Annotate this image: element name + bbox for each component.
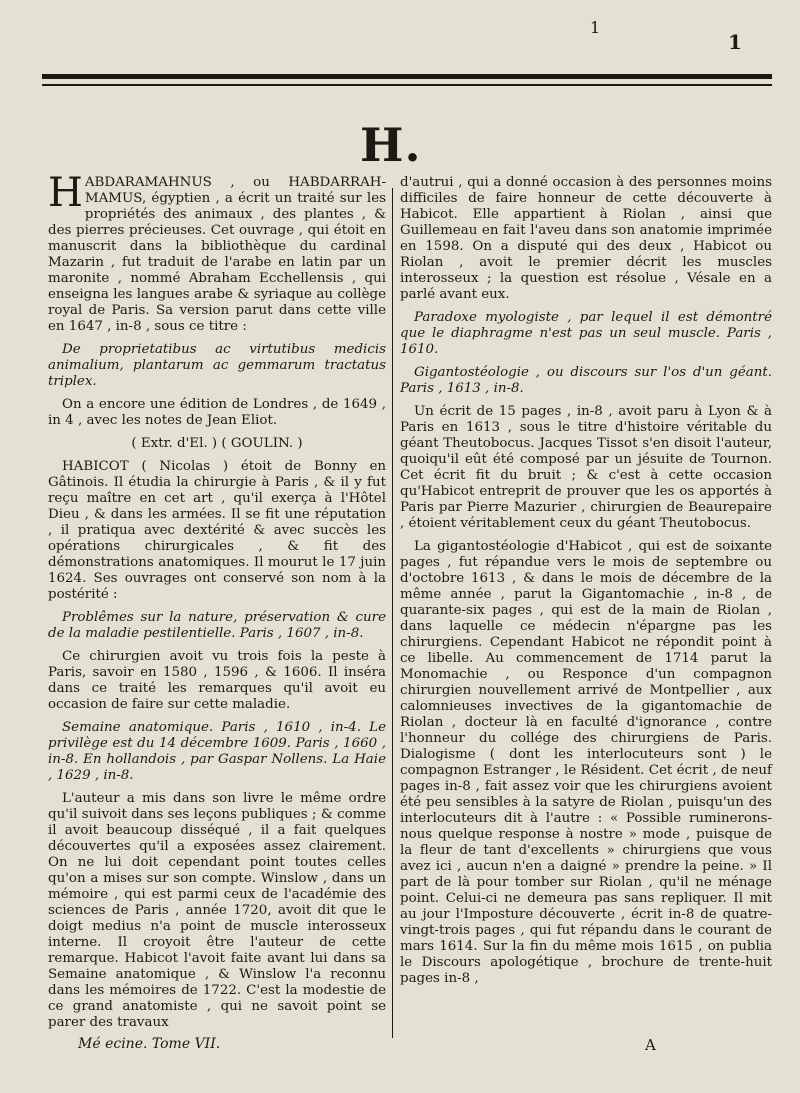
entry-text: Un écrit de 15 pages , in-8 , avoit paru à Lyon & à Paris en 1613 , sous le titre d'histoire véritable du géant Theutobocus. Jacques Tissot s'en disoit l'auteur, quoiqu'il eût été composé par un jésuite de Tournon. Cet écrit fit du bruit ; & c'est à cette occasion qu'Habicot entreprit de prouver que les os apportés à Paris par Pierre Mazurier , chirurgien de Beaurepaire , étoient véritablement ceux du géant Theutobocus. (400, 404, 772, 531)
signature-letter: A (645, 1036, 656, 1054)
entry-habicot: HABICOT ( Nicolas ) étoit de Bonny en Gâtinois. Il étudia la chirurgie à Paris , & il y fut reçu maître en cet art , qu'il exerça à l'Hôtel Dieu , & dans les armées. Il se fit une réputation , il pratiqua avec dextérité & avec succès les opérations chirurgicales , & fit des démonstrations anatomiques. Il mourut le 17 juin 1624. Ses ouvrages ont conservé son nom à la postérité : (48, 459, 386, 602)
entry-text: L'auteur a mis dans son livre le même ordre qu'il suivoit dans ses leçons publiques ; & comme il avoit beaucoup disséqué , il a fait quelques découvertes qu'il a exposées assez clairement. On ne lui doit cependant point toutes celles qu'on a mises sur son compte. Winslow , dans un mémoire , qui est parmi ceux de l'académie des sciences de Paris , année 1720, avoit dit que le doigt medius n'a point de muscle interosseux interne. Il croyoit être l'auteur de cette remarque. Habicot l'avoit faite avant lui dans sa Semaine anatomique , & Winslow l'a reconnu dans les mémoires de 1722. C'est la modestie de ce grand anatomiste , qui ne savoit point se parer des travaux (48, 791, 386, 1030)
work-title: Problêmes sur la nature, préservation & cure de la maladie pestilentielle. Paris , 1607 , in-8. (48, 610, 386, 641)
work-title: Gigantostéologie , ou discours sur l'os d'un géant. Paris , 1613 , in-8. (400, 365, 772, 396)
drop-cap: H (48, 170, 83, 216)
column-divider (392, 188, 393, 1038)
header-rule-thin (42, 84, 772, 86)
entry-text: On a encore une édition de Londres , de 1649 , in 4 , avec les notes de Jean Eliot. (48, 397, 386, 428)
header-rule (42, 74, 772, 79)
work-title: De proprietatibus ac virtutibus medicis animalium, plantarum ac gemmarum tractatus triplex. (48, 342, 386, 389)
entry-text: ABDARAMAHNUS , ou HABDARRAH-MAMUS, égyptien , a écrit un traité sur les propriétés des animaux , des plantes , & des pierres précieuses. Cet ouvrage , qui étoit en manuscrit dans la bibliothèque du cardinal Mazarin , fut traduit de l'arabe en latin par un maronite , nommé Abraham Ecchellensis , qui enseigna les langues arabe & syriaque au collège royal de Paris. Sa version parut dans cette ville en 1647 , in-8 , sous ce titre : (48, 175, 386, 334)
signature-line: Mé ecine. Tome VII. (78, 1036, 221, 1052)
left-column (48, 170, 386, 1038)
section-letter: H. (360, 118, 422, 172)
right-column (400, 175, 772, 994)
entry-habdaramahnus (48, 170, 386, 335)
folio-mark: 1 (590, 18, 601, 37)
entry-text: Ce chirurgien avoit vu trois fois la peste à Paris, savoir en 1580 , 1596 , & 1606. Il inséra dans ce traité les remarques qu'il avoit eu occasion de faire sur cette maladie. (48, 649, 386, 712)
page-number: 1 (728, 30, 742, 54)
entry-text: d'autrui , qui a donné occasion à des personnes moins difficiles de faire honneur de cette découverte à Habicot. Elle appartient à Riolan , ainsi que Guillemeau en fait l'aveu dans son anatomie imprimée en 1598. On a disputé qui des deux , Habicot ou Riolan , avoit le premier décrit les muscles interosseux ; la question est résolue , Vésale en a parlé avant eux. (400, 175, 772, 302)
work-title: Paradoxe myologiste , par lequel il est démontré que le diaphragme n'est pas un seul muscle. Paris , 1610. (400, 310, 772, 357)
source-citation: ( Extr. d'El. ) ( GOULIN. ) (131, 436, 303, 451)
work-title: Semaine anatomique. Paris , 1610 , in-4. Le privilège est du 14 décembre 1609. Paris , 1660 , in-8. En hollandois , par Gaspar Nollens. La Haie , 1629 , in-8. (48, 720, 386, 783)
entry-text: La gigantostéologie d'Habicot , qui est de soixante pages , fut répandue vers le mois de septembre ou d'octobre 1613 , & dans le mois de décembre de la même année , parut la Gigantomachie , in-8 , de quarante-six pages , qui est de la main de Riolan , dans laquelle ce médecin n'épargne pas les chirurgiens. Cependant Habicot ne répondit point à ce libelle. Au commencement de 1714 parut la Monomachie , ou Responce d'un compagnon chirurgien nouvellement arrivé de Montpellier , aux calomnieuses invectives de la gigantomachie de Riolan , docteur là en faculté d'ignorance , contre l'honneur du collége des chirurgiens de Paris. Dialogisme ( dont les interlocuteurs sont ) le compagnon Estranger , le Résident. Cet écrit , de neuf pages in-8 , fait assez voir que les chirurgiens avoient été peu sensibles à la satyre de Riolan , puisqu'un des interlocuteurs dit à l'autre : « Possible ruminerons-nous quelque response à nostre » mode , puisque de la fleur de tant d'excellents » chirurgiens que vous avez ici , aucun n'en a daigné » prendre la peine. » Il part de là pour tomber sur Riolan , qu'il ne ménage point. Celui-ci ne demeura pas sans repliquer. Il mit au jour l'Imposture découverte , écrit in-8 de quatre-vingt-trois pages , qui fut répandu dans le courant de mars 1614. Sur la fin du même mois 1615 , on publia le Discours apologétique , brochure de trente-huit pages in-8 , (400, 539, 772, 986)
